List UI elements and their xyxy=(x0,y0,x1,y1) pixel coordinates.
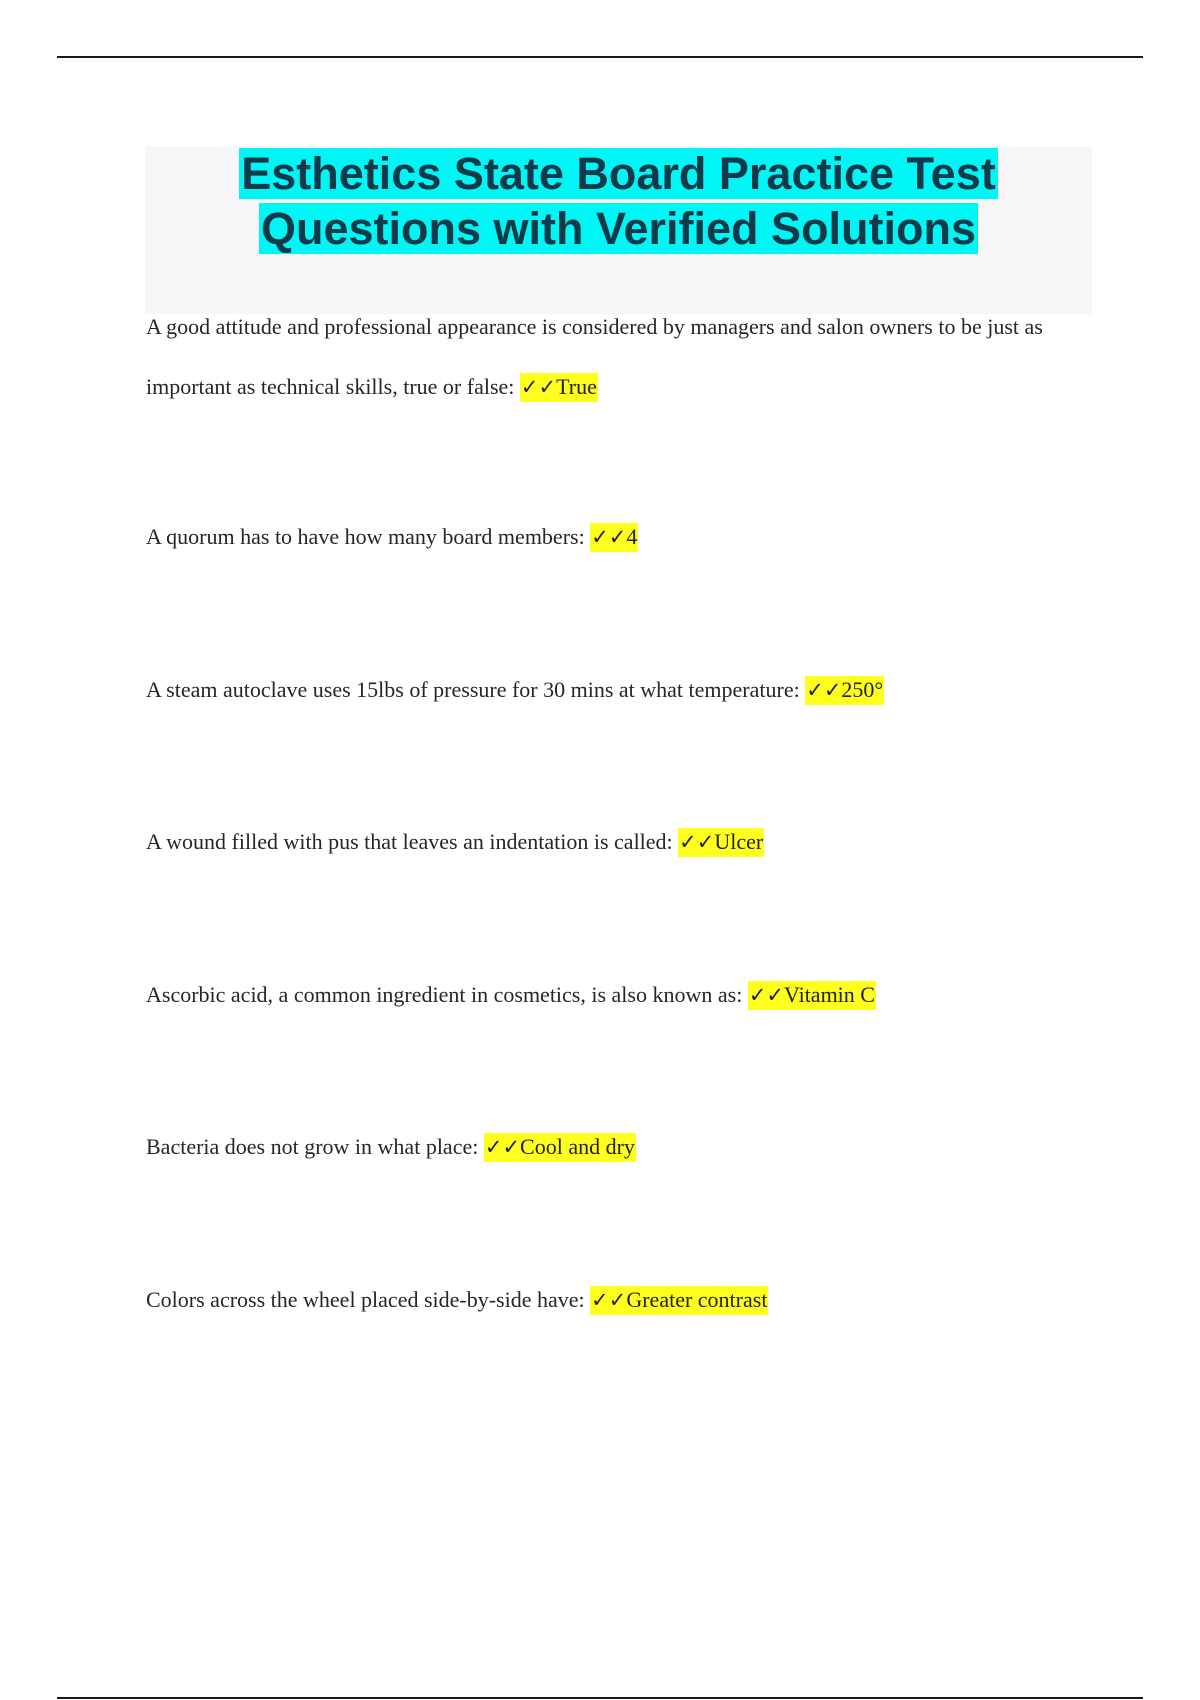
top-rule xyxy=(57,56,1143,58)
answer-highlight xyxy=(520,373,598,402)
check-icon: ✓✓ xyxy=(520,375,557,399)
question-text: A wound filled with pus that leaves an indentation is called: xyxy=(146,829,679,854)
answer-highlight xyxy=(678,828,764,857)
answer-text: 4 xyxy=(626,524,638,549)
title-line-1: Esthetics State Board Practice Test xyxy=(241,148,996,199)
qa-item xyxy=(146,1270,1096,1330)
question-text: A quorum has to have how many board members: xyxy=(146,524,591,549)
title-line-2: Questions with Verified Solutions xyxy=(260,203,977,254)
answer-highlight xyxy=(484,1133,636,1162)
check-icon: ✓✓ xyxy=(591,1288,627,1312)
check-icon: ✓✓ xyxy=(679,830,715,854)
answer-text: Greater contrast xyxy=(626,1287,768,1312)
title-block xyxy=(145,146,1092,314)
answer-text: True xyxy=(556,374,597,399)
bottom-rule xyxy=(57,1697,1143,1699)
question-text: Colors across the wheel placed side-by-side have: xyxy=(146,1287,591,1312)
answer-highlight xyxy=(590,523,638,552)
answer-text: Vitamin C xyxy=(784,982,875,1007)
qa-item xyxy=(146,1117,1096,1177)
answer-text: 250° xyxy=(841,677,884,702)
check-icon: ✓✓ xyxy=(591,525,627,549)
answer-highlight xyxy=(805,676,884,705)
page-title xyxy=(204,146,1034,256)
answer-text: Ulcer xyxy=(714,829,764,854)
qa-item xyxy=(146,965,1096,1025)
answer-highlight xyxy=(590,1286,768,1315)
qa-item xyxy=(146,507,1096,567)
answer-highlight xyxy=(748,981,876,1010)
question-text: A good attitude and professional appearance is considered by managers and salon owners to be just as important as technical skills, true or false: xyxy=(146,314,1043,399)
check-icon: ✓✓ xyxy=(748,983,785,1007)
answer-text: Cool and dry xyxy=(520,1134,635,1159)
check-icon: ✓✓ xyxy=(806,678,842,702)
question-text: Ascorbic acid, a common ingredient in cosmetics, is also known as: xyxy=(146,982,748,1007)
qa-item xyxy=(146,660,1096,720)
check-icon: ✓✓ xyxy=(484,1135,521,1159)
qa-item xyxy=(146,297,1096,417)
question-text: Bacteria does not grow in what place: xyxy=(146,1134,484,1159)
question-text: A steam autoclave uses 15lbs of pressure for 30 mins at what temperature: xyxy=(146,677,806,702)
qa-item xyxy=(146,812,1096,872)
